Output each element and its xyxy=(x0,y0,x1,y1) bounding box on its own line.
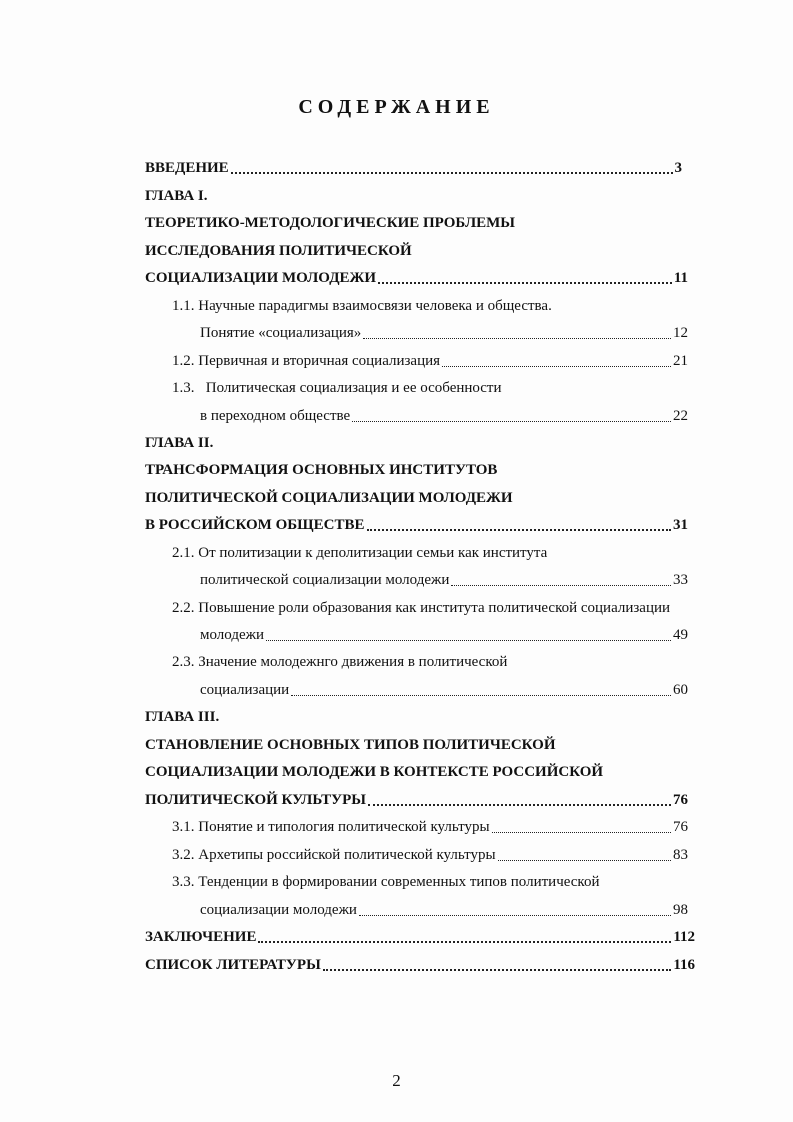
section-number: 3.1. xyxy=(172,819,195,835)
section-label: Архетипы российской политической культуры xyxy=(198,847,496,863)
toc-page-number: 76 xyxy=(673,819,688,835)
toc-label: ЗАКЛЮЧЕНИЕ xyxy=(145,929,257,945)
section-label: Научные парадигмы взаимосвязи человека и общества. xyxy=(198,298,552,314)
section-number: 1.2. xyxy=(172,353,195,369)
toc-entry-section-1-2[interactable] xyxy=(172,350,688,372)
chapter-title-line: ПОЛИТИЧЕСКОЙ СОЦИАЛИЗАЦИИ МОЛОДЕЖИ xyxy=(145,490,513,506)
chapter-heading: ГЛАВА II. xyxy=(145,435,214,451)
dot-leader xyxy=(352,421,671,422)
toc-label: социализации молодежи xyxy=(200,902,357,918)
toc-entry-section-2-2[interactable] xyxy=(200,624,688,646)
chapter-title-line: ТРАНСФОРМАЦИЯ ОСНОВНЫХ ИНСТИТУТОВ xyxy=(145,462,498,478)
toc-section-line xyxy=(172,597,670,619)
dot-leader xyxy=(451,585,671,586)
toc-section-line xyxy=(172,542,547,564)
page-number: 2 xyxy=(392,1071,401,1090)
toc-entry-intro[interactable] xyxy=(145,157,682,179)
section-number: 2.3. xyxy=(172,654,195,670)
toc-entry-literature[interactable] xyxy=(145,954,695,976)
dot-leader xyxy=(442,366,671,367)
chapter-heading: ГЛАВА III. xyxy=(145,709,220,725)
toc-page-number: 11 xyxy=(673,270,688,286)
dot-leader xyxy=(368,804,671,806)
section-label: Тенденции в формировании современных типов политической xyxy=(198,874,600,890)
toc-entry-section-1-3[interactable] xyxy=(200,405,688,427)
chapter-title-line: ТЕОРЕТИКО-МЕТОДОЛОГИЧЕСКИЕ ПРОБЛЕМЫ xyxy=(145,215,516,231)
section-label: Понятие и типология политической культуры xyxy=(198,819,490,835)
section-number: 1.1. xyxy=(172,298,195,314)
toc-section-line xyxy=(172,377,502,399)
toc-label: в переходном обществе xyxy=(200,408,351,424)
toc-label: СОЦИАЛИЗАЦИИ МОЛОДЕЖИ xyxy=(145,270,377,286)
toc-entry-section-3-1[interactable] xyxy=(172,816,688,838)
dot-leader xyxy=(359,915,671,916)
dot-leader xyxy=(266,640,671,641)
section-number: 1.3. xyxy=(172,380,195,396)
section-number: 2.1. xyxy=(172,545,195,561)
section-label: Значение молодежнго движения в политической xyxy=(198,654,508,670)
toc-page-number: 22 xyxy=(673,408,688,424)
section-label: От политизации к деполитизации семьи как института xyxy=(198,545,548,561)
page-title: СОДЕРЖАНИЕ xyxy=(298,96,495,118)
toc-page-number: 83 xyxy=(673,847,688,863)
toc-label: молодежи xyxy=(200,627,265,643)
dot-leader xyxy=(363,338,671,339)
toc-page-number: 116 xyxy=(673,957,695,973)
section-label: Первичная и вторичная социализация xyxy=(198,353,441,369)
toc-entry-section-1-1[interactable] xyxy=(200,322,688,344)
toc-label: политической социализации молодежи xyxy=(200,572,450,588)
section-number: 2.2. xyxy=(172,600,195,616)
toc-page-number: 76 xyxy=(673,792,688,808)
toc-entry-section-3-3[interactable] xyxy=(200,899,688,921)
toc-page-number: 112 xyxy=(673,929,695,945)
toc-page-number: 3 xyxy=(674,160,682,176)
toc-label: ВВЕДЕНИЕ xyxy=(145,160,229,176)
section-label: Политическая социализация и ее особенности xyxy=(205,380,502,396)
toc-entry-conclusion[interactable] xyxy=(145,926,695,948)
toc-entry-chapter-2[interactable] xyxy=(145,514,688,536)
toc-entry-chapter-3[interactable] xyxy=(145,789,688,811)
toc-label: социализации xyxy=(200,682,290,698)
section-number: 3.3. xyxy=(172,874,195,890)
toc-entry-section-2-1[interactable] xyxy=(200,569,688,591)
toc-page-number: 60 xyxy=(673,682,688,698)
toc-page-number: 98 xyxy=(673,902,688,918)
dot-leader xyxy=(492,832,671,833)
dot-leader xyxy=(323,969,672,971)
chapter-title-line: ИССЛЕДОВАНИЯ ПОЛИТИЧЕСКОЙ xyxy=(145,243,412,259)
toc-entry-section-2-3[interactable] xyxy=(200,679,688,701)
toc-section-line xyxy=(172,871,599,893)
toc-entry-section-3-2[interactable] xyxy=(172,844,688,866)
toc-section-line xyxy=(172,295,552,317)
toc-section-line xyxy=(172,651,507,673)
toc-label: Понятие «социализация» xyxy=(200,325,362,341)
dot-leader xyxy=(498,860,671,861)
toc-page-number: 33 xyxy=(673,572,688,588)
section-label: Повышение роли образования как института политической социализации xyxy=(198,600,671,616)
toc-page-number: 12 xyxy=(673,325,688,341)
section-number: 3.2. xyxy=(172,847,195,863)
dot-leader xyxy=(378,282,672,284)
toc-page-number: 49 xyxy=(673,627,688,643)
toc-entry-chapter-1[interactable] xyxy=(145,267,688,289)
toc-page-number: 31 xyxy=(673,517,688,533)
dot-leader xyxy=(367,529,672,531)
chapter-title-line: СОЦИАЛИЗАЦИИ МОЛОДЕЖИ В КОНТЕКСТЕ РОССИЙСКОЙ xyxy=(145,764,604,780)
toc-page-number: 21 xyxy=(673,353,688,369)
chapter-title-line: СТАНОВЛЕНИЕ ОСНОВНЫХ ТИПОВ ПОЛИТИЧЕСКОЙ xyxy=(145,737,556,753)
toc-label: В РОССИЙСКОМ ОБЩЕСТВЕ xyxy=(145,517,365,533)
dot-leader xyxy=(231,172,673,174)
dot-leader xyxy=(291,695,671,696)
toc-label: ПОЛИТИЧЕСКОЙ КУЛЬТУРЫ xyxy=(145,792,367,808)
toc-label: СПИСОК ЛИТЕРАТУРЫ xyxy=(145,957,321,973)
chapter-heading: ГЛАВА I. xyxy=(145,188,208,204)
dot-leader xyxy=(258,941,671,943)
